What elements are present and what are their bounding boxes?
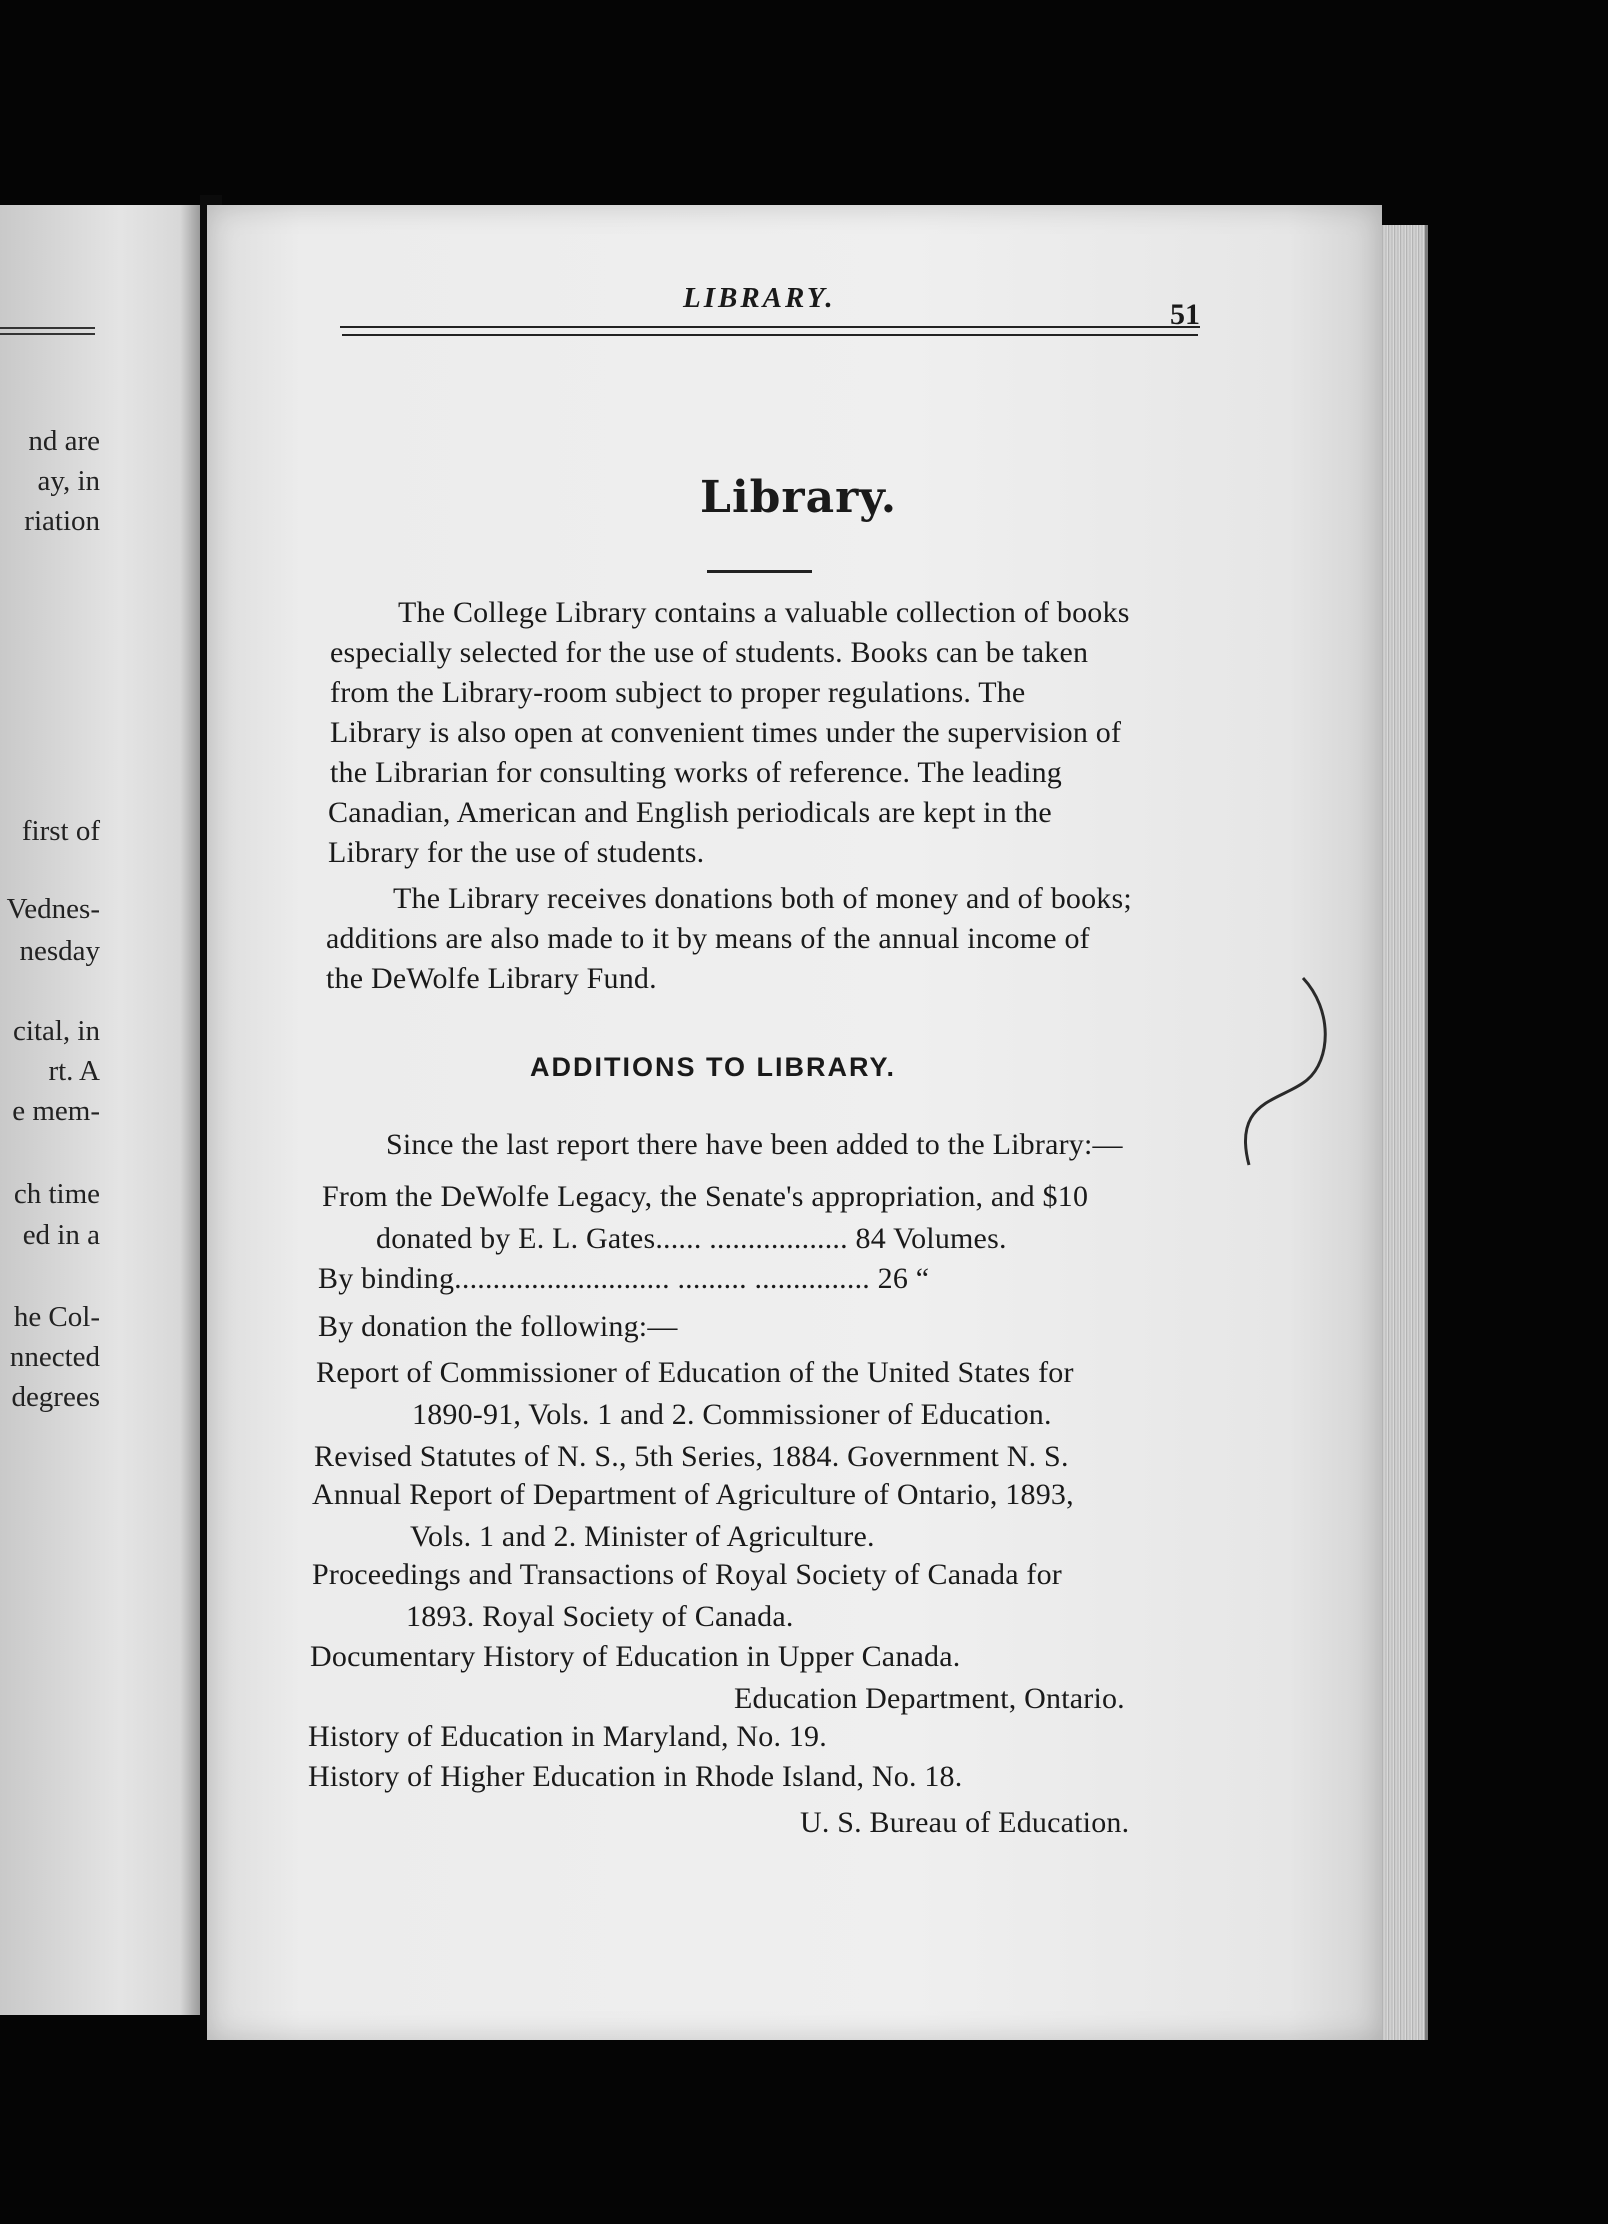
paragraph-line: Library for the use of students. [328, 836, 705, 869]
paragraph-line: The Library receives donations both of money and of books; [393, 882, 1132, 915]
addition-line: Vols. 1 and 2. Minister of Agriculture. [410, 1520, 875, 1553]
left-page-line: cital, in [13, 1015, 100, 1047]
addition-line: Annual Report of Department of Agriculture of Ontario, 1893, [312, 1478, 1074, 1511]
left-page-line: first of [21, 815, 100, 847]
header-rule [340, 326, 1200, 328]
header-rule [342, 334, 1198, 336]
left-page-line: riation [24, 505, 100, 537]
left-page-line: degrees [11, 1381, 100, 1413]
addition-line: By binding............................ ......... ............... 26 “ [318, 1262, 930, 1295]
left-page-line: nesday [19, 935, 100, 967]
addition-line: Documentary History of Education in Upper Canada. [310, 1640, 961, 1673]
addition-line: Proceedings and Transactions of Royal Society of Canada for [312, 1558, 1062, 1591]
left-page-line: ch time [13, 1178, 100, 1210]
left-facing-page [0, 205, 200, 2015]
left-page-line: Vednes- [6, 893, 100, 925]
left-page-line: nd are [28, 425, 100, 457]
additions-intro: Since the last report there have been added to the Library:— [386, 1128, 1123, 1161]
left-page-line: rt. A [48, 1055, 100, 1087]
left-head-rule [0, 333, 95, 335]
additions-heading: ADDITIONS TO LIBRARY. [530, 1052, 897, 1082]
paragraph-line: the DeWolfe Library Fund. [326, 962, 657, 995]
addition-line: History of Higher Education in Rhode Island, No. 18. [308, 1760, 963, 1793]
addition-line: History of Education in Maryland, No. 19. [308, 1720, 827, 1753]
addition-line: 1893. Royal Society of Canada. [406, 1600, 794, 1633]
page-number: 51 [1170, 298, 1200, 331]
section-title: Library. [700, 472, 898, 523]
paragraph-line: the Librarian for consulting works of reference. The leading [330, 756, 1062, 789]
title-rule [707, 570, 812, 573]
paragraph-line: Library is also open at convenient times under the supervision of [330, 716, 1122, 749]
paragraph-line: additions are also made to it by means of the annual income of [326, 922, 1090, 955]
left-page-line: nnected [9, 1341, 100, 1373]
left-page-line: e mem- [12, 1095, 100, 1127]
addition-line: From the DeWolfe Legacy, the Senate's appropriation, and $10 [322, 1180, 1089, 1213]
paragraph-line: especially selected for the use of students. Books can be taken [330, 636, 1089, 669]
left-page-line: ed in a [22, 1219, 100, 1251]
paragraph-line: The College Library contains a valuable collection of books [398, 596, 1130, 629]
addition-line: donated by E. L. Gates...... .................. 84 Volumes. [376, 1222, 1007, 1255]
paragraph-line: Canadian, American and English periodicals are kept in the [328, 796, 1052, 829]
left-page-line: he Col- [13, 1301, 100, 1333]
addition-line: By donation the following:— [318, 1310, 678, 1343]
paragraph-line: from the Library-room subject to proper regulations. The [330, 676, 1026, 709]
addition-line: Education Department, Ontario. [734, 1682, 1125, 1715]
addition-line: U. S. Bureau of Education. [800, 1806, 1130, 1839]
addition-line: 1890-91, Vols. 1 and 2. Commissioner of Education. [412, 1398, 1052, 1431]
pencil-mark [1235, 970, 1335, 1180]
running-head: LIBRARY. [683, 282, 836, 314]
addition-line: Report of Commissioner of Education of the United States for [316, 1356, 1074, 1389]
addition-line: Revised Statutes of N. S., 5th Series, 1884. Government N. S. [314, 1440, 1069, 1473]
left-page-line: ay, in [37, 465, 100, 497]
left-head-rule [0, 327, 95, 329]
